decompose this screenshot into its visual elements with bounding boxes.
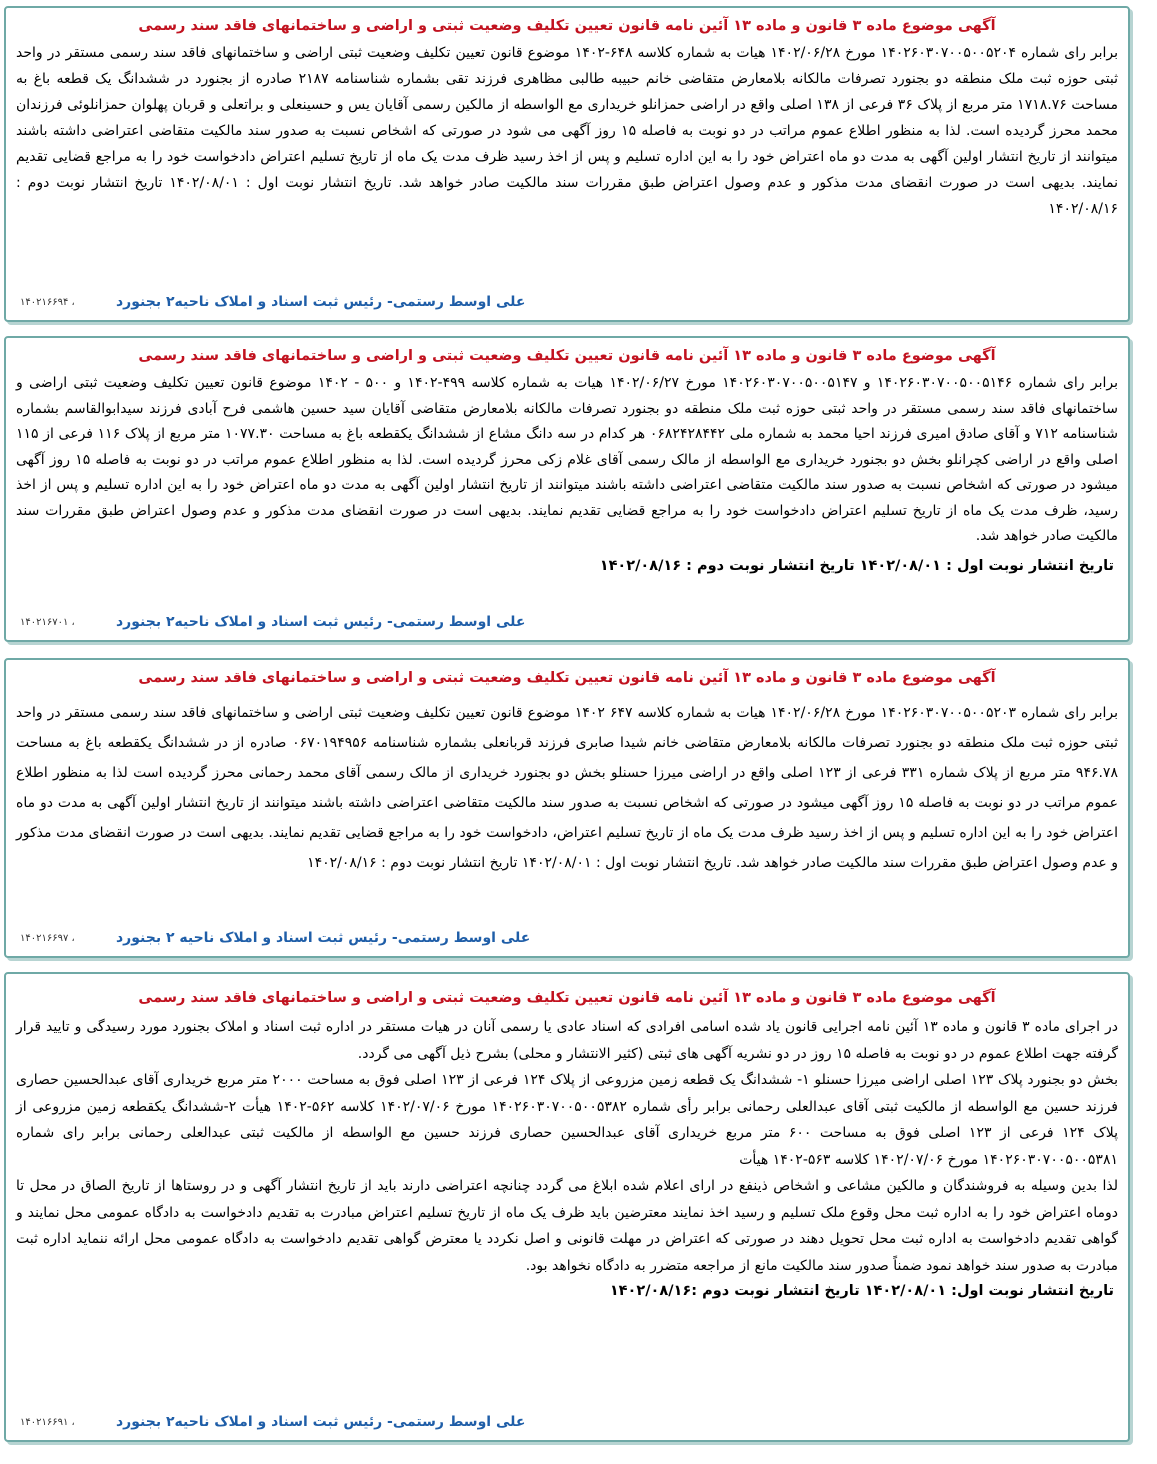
signature: علی اوسط رستمی- رئیس ثبت اسناد و املاک ناحیه۲ بجنورد [116,294,526,310]
publication-dates: تاریخ انتشار نوبت اول: ۱۴۰۲/۰۸/۰۱ تاریخ انتشار نوبت دوم :۱۴۰۲/۰۸/۱۶ [609,1283,1114,1299]
notice-box-3 [4,658,1130,958]
notice-title: آگهی موضوع ماده ۳ قانون و ماده ۱۳ آئین نامه قانون تعیین تکلیف وضعیت ثبتی و اراضی و ساختمانهای فاقد سند رسمی [138,348,996,364]
notice-title: آگهی موضوع ماده ۳ قانون و ماده ۱۳ آئین نامه قانون تعیین تکلیف وضعیت ثبتی و اراضی و ساختمانهای فاقد سند رسمی [138,990,996,1006]
notice-body [6,371,1128,550]
notice-body [6,1014,1128,1279]
notice-box-2 [4,336,1130,642]
signature: علی اوسط رستمی- رئیس ثبت اسناد و املاک ناحیه۲ بجنورد [116,614,526,630]
notice-item-objection: لذا بدین وسیله به فروشندگان و مالکین مشاعی و اشخاص ذینفع در ارای اعلام شده ابلاغ می گردد چنانچه اعتراضی دارند باید از تاریخ انتشار آگهی و در روستاها از تاریخ الصاق در محل تا دوماه اعتراض خود را به اداره ثبت محل وقوع ملک تسلیم و رسید اخذ نمایند معترضین باید ظرف یک ماه از تاریخ تسلیم اعتراض مبادرت به تقدیم دادخواست به دادگاه عمومی محل نمایند و گواهی تقدیم دادخواست به اداره ثبت محل تحویل دهند در صورتی که اعتراض در مهلت قانونی و اصل نکردد یا معترض گواهی تقدیم دادخواست به دادگاه عمومی محل ارائه ننماید اداره ثبت مبادرت به صدور سند خواهد نمود ضمناً صدور سند مالکیت مانع از مراجعه متضرر به دادگاه نخواهد بود. [16,1178,1118,1274]
notice-body [6,40,1128,222]
notice-code: ۱۴۰۲۱۶۶۹۷ ، [20,933,75,944]
signature: علی اوسط رستمی- رئیس ثبت اسناد و املاک ناحیه۲ بجنورد [116,1414,526,1430]
notice-title: آگهی موضوع ماده ۳ قانون و ماده ۱۳ آئین نامه قانون تعیین تکلیف وضعیت ثبتی و اراضی و ساختمانهای فاقد سند رسمی [138,670,996,686]
notice-text: برابر رای شماره ۱۴۰۲۶۰۳۰۷۰۰۵۰۰۵۱۴۶ و ۱۴۰۲۶۰۳۰۷۰۰۵۰۰۵۱۴۷ مورخ ۱۴۰۲/۰۶/۲۷ هیات به شماره کلاسه ۴۹۹-۱۴۰۲ و ۵۰۰ - ۱۴۰۲ موضوع قانون تعیین تکلیف وضعیت ثبتی اراضی و ساختمانهای فاقد سند رسمی مستقر در واحد ثبتی حوزه ثبت ملک منطقه دو بجنورد تصرفات مالکانه بلامعارض متقاضی آقایان سید حسین هاشمی فرح آبادی فرزند سیدابوالقاسم بشماره شناسنامه ۷۱۲ و آقای صادق امیری فرزند احیا محمد به شماره ملی ۰۶۸۲۴۲۸۴۴۲ هر کدام در سه دانگ مشاع از ششدانگ یکقطعه باغ به مساحت ۱۰۷۷.۳۰ متر مربع از پلاک ۱۱۶ فرعی از ۱۱۵ اصلی واقع در اراضی کچرانلو بخش دو بجنورد خریداری مع الواسطه از مالک رسمی آقای غلام زکی محرز گردیده است. لذا به منظور اطلاع عموم مراتب در دو نوبت به فاصله ۱۵ روز آگهی میشود در صورتی که اشخاص نسبت به صدور سند مالکیت متقاضی اعتراضی داشته باشند میتوانند از تاریخ انتشار اولین آگهی به مدت دو ماه اعتراض خود را به این اداره تسلیم و پس از اخذ رسید، ظرف مدت یک ماه از تاریخ تسلیم اعتراض دادخواست خود را به مراجع قضایی تقدیم نمایند. بدیهی است در صورت انقضای مدت مذکور و عدم وصول اعتراض طبق مقررات سند مالکیت صادر خواهد شد. [16,375,1119,544]
signature: علی اوسط رستمی- رئیس ثبت اسناد و املاک ناحیه ۲ بجنورد [116,930,531,946]
notice-code: ۱۴۰۲۱۶۶۹۴ ، [20,297,75,308]
notice-box-4 [4,972,1130,1442]
notice-text: برابر رای شماره ۱۴۰۲۶۰۳۰۷۰۰۵۰۰۵۲۰۳ مورخ ۱۴۰۲/۰۶/۲۸ هیات به شماره کلاسه ۶۴۷ ۱۴۰۲ موضوع قانون تعیین تکلیف وضعیت ثبتی اراضی و ساختمانهای فاقد سند رسمی مستقر در واحد ثبتی حوزه ثبت ملک منطقه دو بجنورد تصرفات مالکانه بلامعارض متقاضی خانم شیدا صابری فرزند قربانعلی بشماره شناسنامه ۰۶۷۰۱۹۴۹۵۶ صادره از در ششدانگ یکقطعه باغ به مساحت ۹۴۶.۷۸ متر مربع از پلاک شماره ۳۳۱ فرعی از ۱۲۳ اصلی واقع در اراضی میرزا حسنلو بخش دو بجنورد خریداری از مالک رسمی آقای محمد رحمانی محرز گردیده است لذا به منظور اطلاع عموم مراتب در دو نوبت به فاصله ۱۵ روز آگهی میشود در صورتی که اشخاص نسبت به صدور سند مالکیت متقاضی اعتراضی داشته باشند میتوانند از تاریخ انتشار اولین آگهی به مدت دو ماه اعتراض خود را به این اداره تسلیم و پس از اخذ رسید ظرف مدت یک ماه از تاریخ تسلیم اعتراض، دادخواست خود را به مراجع قضایی تقدیم نمایند. بدیهی است در صورت انقضای مدت مذکور و عدم وصول اعتراض طبق مقررات سند مالکیت صادر خواهد شد. تاریخ انتشار نوبت اول : ۱۴۰۲/۰۸/۰۱ تاریخ انتشار نوبت دوم : ۱۴۰۲/۰۸/۱۶ [16,705,1119,871]
notice-intro: در اجرای ماده ۳ قانون و ماده ۱۳ آئین نامه اجرایی قانون یاد شده اسامی افرادی که اسناد عادی یا رسمی آنان در هیات مستقر در اداره ثبت اسناد و املاک بجنورد مورد رسیدگی و تایید قرار گرفته جهت اطلاع عموم در دو نوبت به فاصله ۱۵ روز در دو نشریه آگهی های ثبتی (کثیر الانتشار و محلی) بشرح ذیل آگهی می گردد. [16,1019,1119,1062]
notice-code: ۱۴۰۲۱۶۶۹۱ ، [20,1417,75,1428]
notice-body [6,698,1128,878]
publication-dates: تاریخ انتشار نوبت اول : ۱۴۰۲/۰۸/۰۱ تاریخ انتشار نوبت دوم : ۱۴۰۲/۰۸/۱۶ [599,557,1114,574]
notice-box-1 [4,6,1130,322]
notice-item-plots: بخش دو بجنورد پلاک ۱۲۳ اصلی اراضی میرزا حسنلو ۱- ششدانگ یک قطعه زمین مزروعی از پلاک ۱۲۴ فرعی از ۱۲۳ اصلی فوق به مساحت ۲۰۰۰ متر مربع خریداری آقای عبدالحسین حصاری فرزند حسین مع الواسطه از مالکیت ثبتی آقای عبدالعلی رحمانی برابر رأی شماره ۱۴۰۲۶۰۳۰۷۰۰۵۰۰۵۳۸۲ مورخ ۱۴۰۲/۰۷/۰۶ کلاسه ۵۶۲-۱۴۰۲ هیأت ۲-ششدانگ یکقطعه زمین مزروعی از پلاک ۱۲۴ فرعی از ۱۲۳ اصلی فوق به مساحت ۶۰۰ متر مربع خریداری آقای عبدالحسین حصاری فرزند حسین مع الواسطه از مالکیت ثبتی عبدالعلی رحمانی برابر رای شماره ۱۴۰۲۶۰۳۰۷۰۰۵۰۰۵۳۸۱ مورخ ۱۴۰۲/۰۷/۰۶ کلاسه ۵۶۳-۱۴۰۲ هیأت [16,1072,1118,1168]
notice-title: آگهی موضوع ماده ۳ قانون و ماده ۱۳ آئین نامه قانون تعیین تکلیف وضعیت ثبتی و اراضی و ساختمانهای فاقد سند رسمی [138,18,996,34]
notice-text: برابر رای شماره ۱۴۰۲۶۰۳۰۷۰۰۵۰۰۵۲۰۴ مورخ ۱۴۰۲/۰۶/۲۸ هیات به شماره کلاسه ۶۴۸-۱۴۰۲ موضوع قانون تعیین تکلیف وضعیت ثبتی اراضی و ساختمانهای فاقد سند رسمی مستقر در واحد ثبتی حوزه ثبت ملک منطقه دو بجنورد تصرفات مالکانه بلامعارض متقاضی خانم حبیبه طالبی مظاهری فرزند تقی بشماره شناسنامه ۲۱۸۷ صادره از بجنورد در ششدانگ یک قطعه باغ به مساحت ۱۷۱۸.۷۶ متر مربع از پلاک ۳۶ فرعی از ۱۳۸ اصلی واقع در اراضی حمزانلو خریداری مع الواسطه از مالکین رسمی آقایان یس و حسینعلی و براتعلی و قربان پهلوان حمزانلوئی فرزندان محمد محرز گردیده است. لذا به منظور اطلاع عموم مراتب در دو نوبت به فاصله ۱۵ روز آگهی می شود در صورتی که اشخاص نسبت به صدور سند مالکیت متقاضی اعتراضی داشته باشند میتوانند از تاریخ انتشار اولین آگهی به مدت دو ماه اعتراض خود را به این اداره تسلیم و پس از اخذ رسید ظرف مدت یک ماه از تاریخ تسلیم اعتراض دادخواست خود را به مراجع قضایی تقدیم نمایند. بدیهی است در صورت انقضای مدت مذکور و عدم وصول اعتراض طبق مقررات سند مالکیت صادر خواهد شد. تاریخ انتشار نوبت اول : ۱۴۰۲/۰۸/۰۱ تاریخ انتشار نوبت دوم : ۱۴۰۲/۰۸/۱۶ [16,45,1119,217]
notice-code: ۱۴۰۲۱۶۷۰۱ ، [20,617,75,628]
